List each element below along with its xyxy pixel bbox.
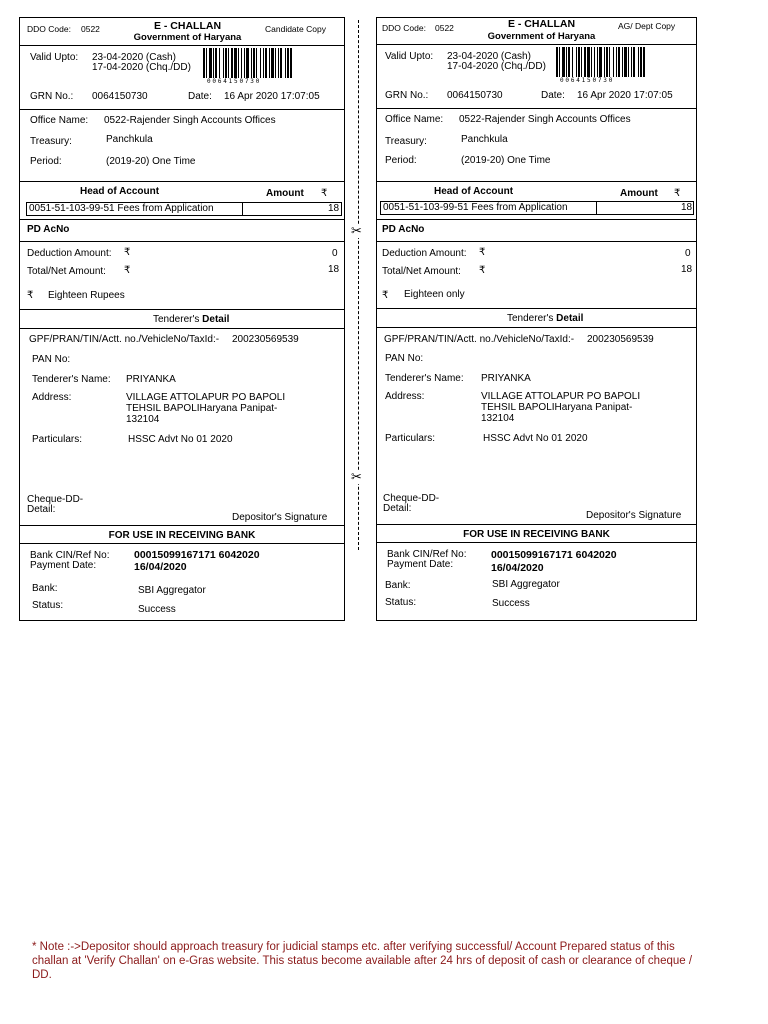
status-value: Success: [138, 604, 176, 615]
ddo-code-label: DDO Code:: [382, 23, 426, 33]
ddo-code: 0522: [435, 23, 454, 33]
gpf-value: 200230569539: [587, 334, 654, 345]
receiving-bank-title: FOR USE IN RECEIVING BANK: [463, 529, 610, 540]
rupee-icon: ₹: [479, 247, 486, 258]
address-line-3: 132104: [126, 414, 160, 425]
footer-note: * Note :->Depositor should approach treasury for judicial stamps etc. after verifying successful/ Account Prepared status of this challan at 'Verify Challan' on e-Gras website. This status become available after 24 hrs of deposit of cash or clearance of cheque / DD.: [32, 941, 693, 981]
period-label: Period:: [385, 155, 417, 166]
address-label: Address:: [32, 392, 72, 403]
date-label: Date:: [541, 90, 565, 101]
date-value: 16 Apr 2020 17:07:05: [577, 90, 673, 101]
amount-label: Amount: [266, 188, 304, 199]
head-of-account-label: Head of Account: [80, 186, 160, 197]
total-amount-label: Total/Net Amount:: [382, 266, 461, 277]
address-line-1: VILLAGE ATTOLAPUR PO BAPOLI: [481, 391, 641, 402]
grn-label: GRN No.:: [385, 90, 429, 101]
rupee-icon: ₹: [124, 247, 131, 258]
particulars-label: Particulars:: [385, 433, 436, 444]
valid-upto-cash: 23-04-2020 (Cash): [92, 52, 176, 63]
valid-upto-cash: 23-04-2020 (Cash): [447, 51, 531, 62]
office-name-value: 0522-Rajender Singh Accounts Offices: [104, 115, 276, 126]
date-value: 16 Apr 2020 17:07:05: [224, 91, 320, 102]
head-of-account-value: 0051-51-103-99-51 Fees from Application: [29, 203, 214, 214]
head-amount: 18: [681, 202, 693, 213]
amount-in-words: Eighteen Rupees: [48, 290, 125, 301]
cheque-dd-label: Cheque-DD-: [27, 494, 84, 505]
head-amount: 18: [328, 203, 340, 214]
tenderer-name-value: PRIYANKA: [126, 374, 176, 385]
total-amount-value: 18: [328, 264, 340, 275]
copy-type: AG/ Dept Copy: [618, 21, 676, 31]
status-label: Status:: [385, 597, 417, 608]
valid-upto-label: Valid Upto:: [30, 52, 79, 63]
particulars-label: Particulars:: [32, 434, 83, 445]
depositor-signature: Depositor's Signature: [232, 512, 328, 523]
barcode-bar: [292, 48, 293, 78]
depositor-signature: Depositor's Signature: [586, 510, 682, 521]
tenderer-title: Tenderer's Detail: [507, 313, 584, 324]
rupee-icon: ₹: [674, 188, 681, 199]
treasury-label: Treasury:: [385, 136, 427, 147]
cheque-dd-label: Cheque-DD-: [383, 493, 440, 504]
period-value: (2019-20) One Time: [461, 155, 551, 166]
treasury-label: Treasury:: [30, 136, 72, 147]
rupee-icon: ₹: [479, 265, 486, 276]
receiving-bank-title: FOR USE IN RECEIVING BANK: [108, 530, 256, 541]
address-line-3: 132104: [481, 413, 515, 424]
ddo-code: 0522: [81, 24, 100, 34]
deduction-amount-label: Deduction Amount:: [27, 248, 112, 259]
rupee-icon: ₹: [382, 290, 389, 301]
challan-title: E - CHALLAN: [507, 18, 576, 30]
rupee-icon: ₹: [321, 188, 328, 199]
treasury-value: Panchkula: [106, 134, 153, 145]
deduction-amount-label: Deduction Amount:: [382, 248, 467, 259]
valid-upto-chq: 17-04-2020 (Chq./DD): [92, 62, 191, 73]
status-label: Status:: [32, 600, 64, 611]
bank-value: SBI Aggregator: [138, 585, 206, 596]
payment-date-label: Payment Date:: [30, 560, 97, 571]
grn-label: GRN No.:: [30, 91, 74, 102]
office-name-label: Office Name:: [30, 115, 89, 126]
barcode-number: 0064150730: [207, 78, 262, 85]
bank-value: SBI Aggregator: [492, 579, 560, 590]
treasury-value: Panchkula: [461, 134, 508, 145]
period-label: Period:: [30, 156, 62, 167]
gpf-label: GPF/PRAN/TIN/Actt. no./VehicleNo/TaxId:-: [384, 334, 575, 345]
amount-label: Amount: [620, 188, 658, 199]
challan-subtitle: Government of Haryana: [487, 31, 596, 42]
payment-date-value: 16/04/2020: [134, 561, 187, 573]
date-label: Date:: [188, 91, 212, 102]
pan-label: PAN No:: [385, 353, 424, 364]
tenderer-title: Tenderer's Detail: [153, 314, 230, 325]
scissor-icon: ✂: [351, 469, 362, 484]
rupee-icon: ₹: [124, 265, 131, 276]
grn-number: 0064150730: [447, 90, 503, 101]
payment-date-value: 16/04/2020: [491, 562, 544, 574]
office-name-label: Office Name:: [385, 114, 444, 125]
bank-label: Bank:: [32, 583, 58, 594]
gpf-label: GPF/PRAN/TIN/Actt. no./VehicleNo/TaxId:-: [29, 334, 220, 345]
address-line-2: TEHSIL BAPOLIHaryana Panipat-: [126, 403, 278, 414]
challan-title: E - CHALLAN: [153, 20, 222, 32]
tenderer-name-label: Tenderer's Name:: [385, 373, 464, 384]
payment-date-label: Payment Date:: [387, 559, 454, 570]
particulars-value: HSSC Advt No 01 2020: [128, 434, 233, 445]
bank-cin-value: 00015099167171 6042020: [491, 549, 617, 561]
barcode: [556, 47, 674, 77]
gpf-value: 200230569539: [232, 334, 299, 345]
tenderer-name-value: PRIYANKA: [481, 373, 531, 384]
scissor-icon: ✂: [351, 223, 362, 238]
status-value: Success: [492, 598, 530, 609]
tenderer-name-label: Tenderer's Name:: [32, 374, 111, 385]
address-label: Address:: [385, 391, 425, 402]
pd-acno-label: PD AcNo: [27, 224, 70, 235]
total-amount-value: 18: [681, 264, 693, 275]
address-line-1: VILLAGE ATTOLAPUR PO BAPOLI: [126, 392, 286, 403]
challan-subtitle: Government of Haryana: [133, 32, 242, 43]
copy-type: Candidate Copy: [265, 24, 326, 34]
bank-cin-label: Bank CIN/Ref No:: [387, 549, 467, 560]
bank-cin-value: 00015099167171 6042020: [134, 549, 260, 561]
head-of-account-label: Head of Account: [434, 186, 514, 197]
amount-in-words: Eighteen only: [404, 289, 465, 300]
particulars-value: HSSC Advt No 01 2020: [483, 433, 588, 444]
pd-acno-label: PD AcNo: [382, 224, 425, 235]
cheque-dd-label-2: Detail:: [383, 503, 412, 514]
bank-label: Bank:: [385, 580, 411, 591]
address-line-2: TEHSIL BAPOLIHaryana Panipat-: [481, 402, 633, 413]
pan-label: PAN No:: [32, 354, 71, 365]
ddo-code-label: DDO Code:: [27, 24, 71, 34]
deduction-amount-value: 0: [685, 248, 691, 259]
barcode: [203, 48, 321, 78]
challan-dept-copy: [376, 17, 697, 621]
office-name-value: 0522-Rajender Singh Accounts Offices: [459, 114, 631, 125]
grn-number: 0064150730: [92, 91, 148, 102]
deduction-amount-value: 0: [332, 248, 338, 259]
rupee-icon: ₹: [27, 290, 34, 301]
challan-candidate-copy: [19, 17, 345, 621]
barcode-number: 0064150730: [560, 77, 615, 84]
bank-cin-label: Bank CIN/Ref No:: [30, 550, 110, 561]
period-value: (2019-20) One Time: [106, 156, 196, 167]
valid-upto-label: Valid Upto:: [385, 51, 434, 62]
barcode-bar: [645, 47, 646, 77]
total-amount-label: Total/Net Amount:: [27, 266, 106, 277]
valid-upto-chq: 17-04-2020 (Chq./DD): [447, 61, 546, 72]
head-of-account-value: 0051-51-103-99-51 Fees from Application: [383, 202, 568, 213]
cheque-dd-label-2: Detail:: [27, 504, 56, 515]
